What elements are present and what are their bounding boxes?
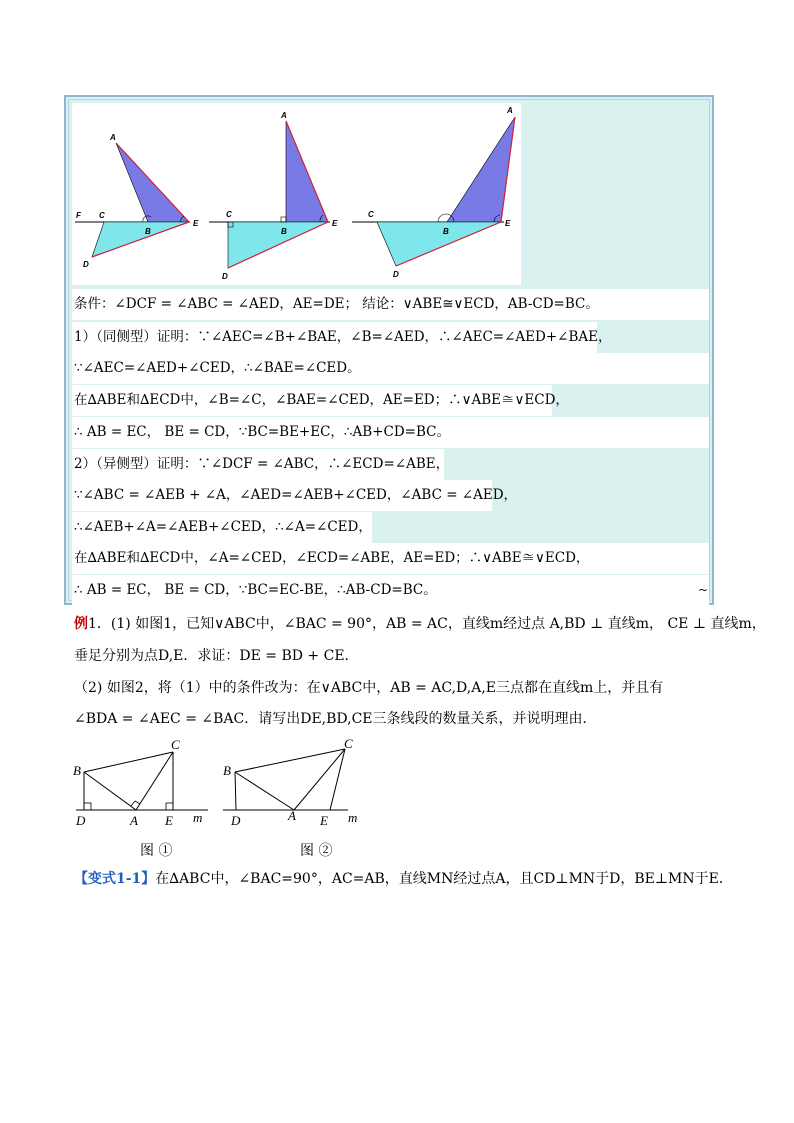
proof2-line1: 2）（异侧型）证明：∵∠DCF = ∠ABC，∴∠ECD=∠ABE， [72, 449, 444, 480]
lf2-label-e: E [320, 813, 328, 828]
fig2-label-e: E [332, 219, 338, 228]
example-line1-text: 1．(1) 如图1，已知∨ABC中，∠BAC = 90°，AB = AC，直线m经过点 A,BD ⊥ 直线m， CE ⊥ 直线m， [88, 616, 766, 632]
figure1-caption: 图 ① [140, 843, 173, 859]
fig3-label-a: A [507, 106, 513, 115]
fig1-label-b: B [145, 227, 151, 236]
proof2-line2: ∵∠ABC = ∠AEB + ∠A，∠AED=∠AEB+∠CED，∠ABC = ∠AED， [72, 480, 492, 511]
fig1-label-c: C [99, 211, 105, 220]
fig1-label-a: A [110, 133, 116, 142]
example-line1 [74, 614, 766, 634]
example-line3: （2) 如图2，将（1）中的条件改为：在∨ABC中，AB = AC,D,A,E三点都在直线m上，并且有 [74, 680, 664, 696]
triangle-figures-svg [72, 103, 521, 285]
condition-line: 条件：∠DCF = ∠ABC = ∠AED，AE=DE； 结论：∨ABE≅∨ECD，AB-CD=BC。 [72, 289, 709, 320]
fig3-label-e: E [505, 219, 511, 228]
lf2-label-d: D [231, 813, 241, 828]
figure2-caption: 图 ② [300, 843, 333, 859]
lf1-label-c: C [171, 737, 180, 752]
triangle-figures [72, 103, 521, 285]
proof2-line3: ∴∠AEB+∠A=∠AEB+∠CED，∴∠A=∠CED， [72, 512, 372, 543]
lf1-label-d: D [76, 813, 86, 828]
example-line2: 垂足分别为点D,E．求证：DE = BD + CE． [74, 648, 359, 664]
fig1-label-e: E [193, 219, 199, 228]
proof2-line4: 在∆ABE和∆ECD中，∠A=∠CED，∠ECD=∠ABE，AE=ED；∴∨ABE≅∨ECD， [72, 543, 709, 574]
fig3-label-b: B [443, 227, 449, 236]
theorem-box [64, 95, 714, 605]
fig3-label-c: C [368, 210, 374, 219]
example-label: 例 [74, 616, 88, 632]
proof1-line3: 在∆ABE和∆ECD中，∠B=∠C，∠BAE=∠CED，AE=ED；∴∨ABE≅∨ECD， [72, 385, 552, 416]
proof1-line2: ∵∠AEC=∠AED+∠CED，∴∠BAE=∠CED。 [72, 353, 709, 384]
proof1-line1: 1）（同侧型）证明：∵∠AEC=∠B+∠BAE，∠B=∠AED，∴∠AEC=∠AED+∠BAE， [72, 322, 597, 353]
lf2-label-a: A [288, 808, 296, 823]
variant-text: 在∆ABC中，∠BAC=90°，AC=AB，直线MN经过点A，且CD⊥MN于D，BE⊥MN于E． [155, 871, 733, 887]
variant-line [74, 869, 733, 889]
lf1-label-b: B [73, 763, 81, 778]
lf2-label-c: C [344, 736, 353, 751]
fig2-label-c: C [226, 210, 232, 219]
proof1-line4: ∴ AB = EC， BE = CD，∵BC=BE+EC，∴AB+CD=BC。 [72, 417, 709, 448]
proof2-line5: ∴ AB = EC， BE = CD，∵BC=EC-BE，∴AB-CD=BC。 [72, 575, 709, 606]
lf2-label-b: B [223, 763, 231, 778]
fig3-label-d: D [393, 270, 399, 279]
lf2-label-m: m [348, 810, 358, 825]
fig2-label-d: D [222, 272, 228, 281]
fig1-label-f: F [76, 211, 81, 220]
lf1-label-e: E [165, 813, 173, 828]
fig2-label-a: A [281, 111, 287, 120]
fig2-label-b: B [281, 227, 287, 236]
fig1-label-d: D [83, 260, 89, 269]
box-tilde: ~ [697, 583, 708, 597]
example-figures [70, 732, 370, 832]
lf1-label-m: m [193, 810, 203, 825]
example-line4: ∠BDA = ∠AEC = ∠BAC．请写出DE,BD,CE三条线段的数量关系，并说明理由． [74, 711, 597, 727]
lf1-label-a: A [130, 813, 138, 828]
variant-tag: 【变式1-1】 [74, 871, 156, 887]
